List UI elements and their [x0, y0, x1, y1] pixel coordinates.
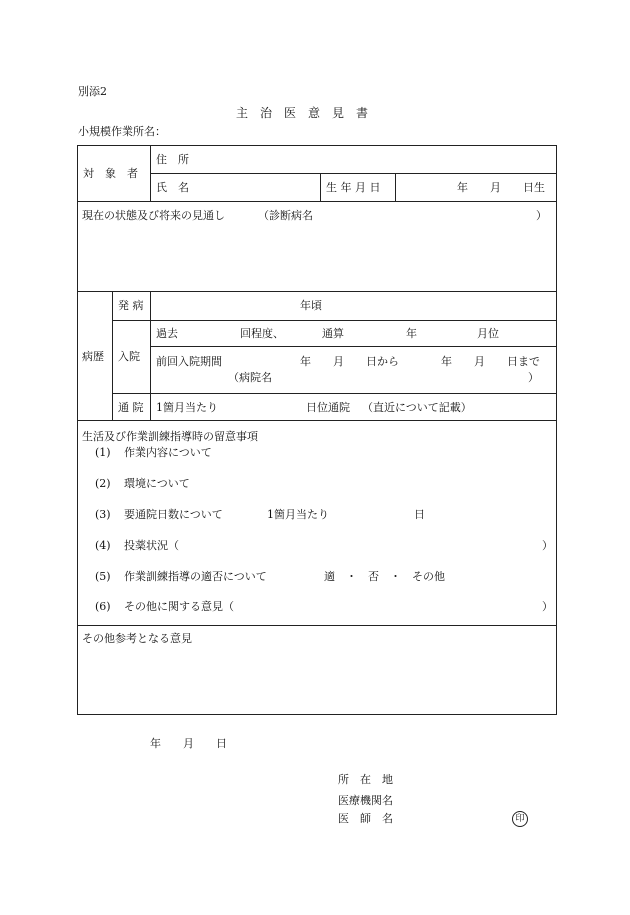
- row-divider-history: [77, 420, 557, 421]
- institution-label: 医療機関名: [338, 794, 393, 807]
- note-6-text: その他に関する意見（: [124, 600, 234, 613]
- row-divider-subject: [77, 201, 557, 202]
- hosp-past: 過去: [156, 327, 178, 340]
- note-6-num: (6): [95, 600, 111, 613]
- outpatient-note: （直近について記載）: [362, 401, 472, 414]
- hosp-month: 月位: [477, 327, 499, 340]
- row-divider-onset: [112, 320, 557, 321]
- condition-label: 現在の状態及び将来の見通し: [82, 209, 225, 222]
- subject-label: 対 象 者: [83, 167, 138, 180]
- note-1-num: (1): [95, 446, 111, 459]
- note-3-num: (3): [95, 508, 111, 521]
- row-divider-notes: [77, 625, 557, 626]
- date-line: 年 月 日: [150, 737, 227, 750]
- birth-value: 年 月 日生: [457, 181, 545, 194]
- note-4-text: 投薬状況（: [124, 539, 179, 552]
- outpatient-per: 1箇月当たり: [156, 401, 218, 414]
- name-label: 氏 名: [156, 181, 189, 194]
- hosp-year: 年: [406, 327, 417, 340]
- workplace-label: 小規模作業所名：: [78, 125, 166, 138]
- hospitalization-label: 入院: [118, 350, 140, 363]
- history-label: 病歴: [82, 350, 104, 363]
- annex-label: 別添2: [78, 85, 107, 98]
- note-4-close: ）: [542, 539, 553, 552]
- onset-value: 年頃: [300, 299, 322, 312]
- row-divider-address: [150, 173, 557, 174]
- note-5-num: (5): [95, 570, 111, 583]
- birth-label: 生 年 月 日: [326, 181, 381, 194]
- note-3-extra: 1箇月当たり: [267, 508, 329, 521]
- other-opinion-label: その他参考となる意見: [82, 632, 192, 645]
- location-label: 所 在 地: [338, 773, 393, 786]
- col-divider-birth: [395, 173, 396, 201]
- document-title: 主 治 医 意 見 書: [236, 106, 369, 120]
- outpatient-days: 日位通院: [306, 401, 350, 414]
- row-divider-hosp-past: [150, 346, 557, 347]
- hosp-last-period: 前回入院期間: [156, 355, 222, 368]
- seal-mark: 印: [512, 811, 528, 827]
- hospital-name-close: ）: [528, 371, 539, 384]
- note-4-num: (4): [95, 539, 111, 552]
- hosp-times: 回程度、: [240, 327, 284, 340]
- row-divider-hosp: [112, 393, 557, 394]
- note-2-num: (2): [95, 477, 111, 490]
- col-divider-name: [320, 173, 321, 201]
- note-3-text: 要通院日数について: [124, 508, 223, 521]
- hosp-from: 年 月 日から: [300, 355, 399, 368]
- note-5-choices: 適 ・ 否 ・ その他: [324, 570, 445, 583]
- hosp-to: 年 月 日まで: [441, 355, 540, 368]
- hospital-name-open: （病院名: [228, 371, 272, 384]
- note-5-text: 作業訓練指導の適否について: [124, 570, 267, 583]
- doctor-label: 医 師 名: [338, 812, 393, 825]
- note-3-unit: 日: [414, 508, 425, 521]
- address-label: 住 所: [156, 153, 189, 166]
- note-2-text: 環境について: [124, 477, 190, 490]
- notes-heading: 生活及び作業訓練指導時の留意事項: [82, 430, 258, 443]
- col-divider-history-sub: [150, 291, 151, 420]
- hosp-total: 通算: [322, 327, 344, 340]
- col-divider-subject: [150, 145, 151, 201]
- diagnosis-open: （診断病名: [258, 209, 313, 222]
- diagnosis-close: ）: [536, 209, 547, 222]
- row-divider-condition: [77, 291, 557, 292]
- onset-label: 発 病: [118, 299, 144, 312]
- note-1-text: 作業内容について: [124, 446, 212, 459]
- col-divider-history: [112, 291, 113, 420]
- outpatient-label: 通 院: [118, 401, 144, 414]
- note-6-close: ）: [542, 600, 553, 613]
